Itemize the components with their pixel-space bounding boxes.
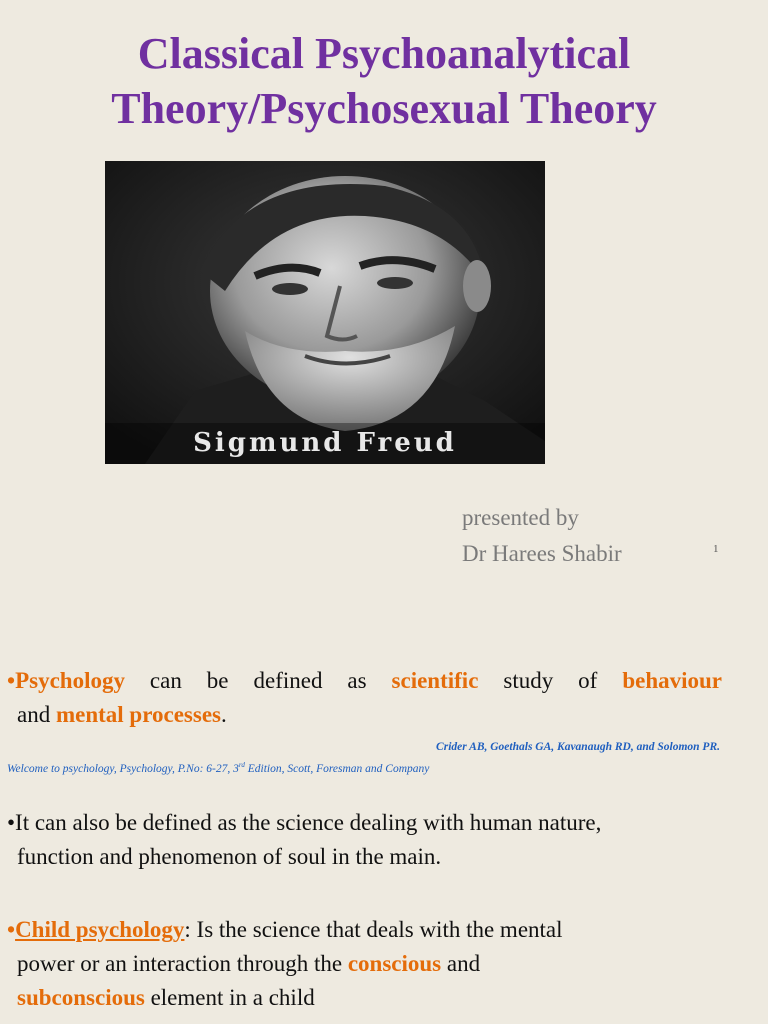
slide-number: 1	[713, 543, 719, 555]
definition-child-psychology: •Child psychology: Is the science that deals with the mental power or an interaction through the conscious and subconscious element in a child	[7, 917, 563, 1010]
citation-authors: Crider AB, Goethals GA, Kavanaugh RD, and Solomon PR.	[436, 741, 720, 753]
title-line-1: Classical Psychoanalytical	[137, 29, 631, 78]
title-line-2: Theory/Psychosexual Theory	[111, 84, 657, 133]
term-mental-processes: mental processes	[55, 702, 221, 727]
definition-psychology: •Psychology can be defined as scientific study of behaviour and mental processes.	[7, 668, 722, 727]
term-subconscious: subconscious	[17, 985, 145, 1010]
citation-source: Welcome to psychology, Psychology, P.No: 6-27, 3rd Edition, Scott, Foresman and Company	[7, 761, 430, 775]
freud-portrait-image	[105, 161, 545, 464]
presenter-block	[462, 500, 622, 572]
definition2-line2: function and phenomenon of soul in the main.	[17, 844, 442, 869]
bullet: •	[7, 668, 16, 693]
term-behaviour: behaviour	[622, 668, 722, 693]
term-child-psychology: Child psychology	[15, 917, 185, 942]
presenter-name: Dr Harees Shabir	[462, 541, 622, 566]
portrait-caption: Sigmund Freud	[193, 428, 457, 458]
term-scientific: scientific	[391, 668, 479, 693]
term-conscious: conscious	[347, 951, 442, 976]
term-psychology: Psychology	[15, 668, 125, 693]
presented-by-label: presented by	[462, 505, 579, 530]
slide-title	[0, 26, 768, 136]
definition-science	[7, 806, 722, 874]
definition2-line1: •It can also be defined as the science dealing with human nature,	[7, 810, 602, 835]
